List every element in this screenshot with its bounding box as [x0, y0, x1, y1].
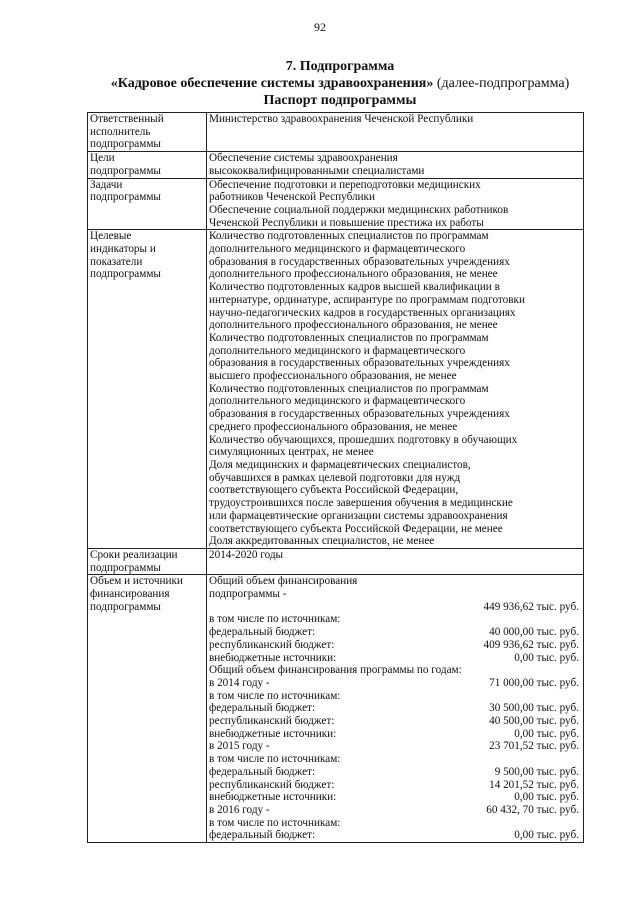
- row-value-line: Количество обучающихся, прошедших подготовку в обучающих: [209, 433, 518, 446]
- finance-line-text: федеральный бюджет:: [209, 765, 316, 778]
- finance-label-cell: [88, 575, 207, 843]
- finance-line-amount: 0,00 тыс. руб.: [514, 829, 579, 842]
- finance-line-text: федеральный бюджет:: [209, 626, 316, 639]
- finance-line: [209, 664, 581, 677]
- finance-line-text: в том числе по источникам:: [209, 816, 341, 829]
- finance-line-amount: 0,00 тыс. руб.: [514, 791, 579, 804]
- finance-line-text: Общий объем финансирования программы по годам:: [209, 664, 462, 677]
- finance-line: [209, 804, 581, 817]
- row-value-line: Количество подготовленных специалистов по программам: [209, 382, 489, 395]
- row-label-line: исполнитель: [90, 125, 151, 138]
- table-row: [88, 152, 584, 178]
- passport-title: Паспорт подпрограммы: [263, 93, 417, 108]
- finance-line: [209, 829, 581, 842]
- finance-line-amount: 9 500,00 тыс. руб.: [494, 765, 579, 778]
- finance-line-text: внебюджетные источники:: [209, 651, 337, 664]
- table-row: [88, 178, 584, 230]
- row-label-line: Сроки реализации: [90, 548, 178, 561]
- finance-value-cell: [207, 575, 584, 843]
- finance-line-text: в том числе по источникам:: [209, 753, 341, 766]
- finance-line: [209, 690, 581, 703]
- finance-line: [209, 626, 581, 639]
- finance-line-amount: 60 432, 70 тыс. руб.: [486, 803, 579, 816]
- finance-line-amount: 409 936,62 тыс. руб.: [483, 638, 579, 651]
- finance-line: [209, 740, 581, 753]
- row-value-line: Обеспечение социальной поддержки медицинских работников: [209, 203, 509, 216]
- page-number: 92: [314, 20, 326, 34]
- finance-line-text: федеральный бюджет:: [209, 829, 316, 842]
- finance-line-text: в 2014 году -: [209, 676, 270, 689]
- finance-line-text: в 2016 году -: [209, 803, 270, 816]
- finance-line: [209, 715, 581, 728]
- passport-table: [87, 112, 584, 843]
- table-row: [88, 113, 584, 152]
- finance-label-line: подпрограммы: [90, 600, 161, 613]
- row-value-line: Доля медицинских и фармацевтических специалистов,: [209, 458, 471, 471]
- finance-line: [209, 817, 581, 830]
- row-value-line: соответствующего субъекта Российской Федерации, не менее: [209, 522, 503, 535]
- finance-line: [209, 728, 581, 741]
- row-label-line: показатели: [90, 255, 143, 268]
- row-value-line: дополнительного медицинского и фармацевтического: [209, 344, 466, 357]
- subprogram-number-title: 7. Подпрограмма: [285, 59, 395, 74]
- finance-line-text: республиканский бюджет:: [209, 778, 335, 791]
- finance-line-text: внебюджетные источники:: [209, 727, 337, 740]
- heading: [60, 58, 620, 109]
- finance-line: [209, 791, 581, 804]
- table-row: [88, 230, 584, 549]
- row-value-line: дополнительного медицинского и фармацевтического: [209, 395, 466, 408]
- finance-line: [209, 766, 581, 779]
- row-label-line: подпрограммы: [90, 191, 161, 204]
- finance-line-amount: 0,00 тыс. руб.: [514, 651, 579, 664]
- row-label-line: подпрограммы: [90, 138, 161, 151]
- row-value-line: научно-педагогических кадров в государственных организациях: [209, 306, 516, 319]
- finance-line-text: республиканский бюджет:: [209, 715, 335, 728]
- row-value-line: Министерство здравоохранения Чеченской Республики: [209, 113, 474, 125]
- subprogram-name-suffix: (далее-подпрограмма): [433, 76, 570, 91]
- row-label-line: Задачи: [90, 178, 123, 191]
- finance-intro-line: Общий объем финансирования: [209, 575, 358, 588]
- finance-line-amount: [579, 664, 581, 677]
- passport-table-body: [88, 113, 584, 843]
- row-label-cell: [88, 548, 207, 574]
- row-value-line: дополнительного медицинского и фармацевтического: [209, 243, 466, 256]
- row-value-line: Количество подготовленных кадров высшей квалификации в: [209, 281, 500, 294]
- row-label-cell: [88, 113, 207, 152]
- row-value-line: симуляционных центрах, не менее: [209, 446, 374, 459]
- finance-line: [209, 753, 581, 766]
- row-value-line: работников Чеченской Республики: [209, 191, 375, 204]
- row-value-line: Количество подготовленных специалистов по программам: [209, 230, 489, 243]
- row-value-line: Чеченской Республики и повышение престижа их работы: [209, 216, 484, 229]
- row-value-line: интернатуре, ординатуре, аспирантуре по программам подготовки: [209, 293, 525, 306]
- finance-line-amount: [579, 613, 581, 626]
- row-label-cell: [88, 152, 207, 178]
- finance-line: [209, 652, 581, 665]
- finance-intro-line: подпрограммы -: [209, 588, 287, 601]
- finance-line-amount: [579, 753, 581, 766]
- row-value-line: Обеспечение подготовки и переподготовки медицинских: [209, 178, 481, 191]
- finance-line: [209, 702, 581, 715]
- row-value-line: образования в государственных образовательных учреждениях: [209, 255, 510, 268]
- row-value-line: Количество подготовленных специалистов по программам: [209, 331, 489, 344]
- finance-line: [209, 613, 581, 626]
- row-value-line: или фармацевтические организации системы здравоохранения: [209, 509, 508, 522]
- row-value-line: образования в государственных образовательных учреждениях: [209, 357, 510, 370]
- finance-line-text: в том числе по источникам:: [209, 689, 341, 702]
- row-value-line: дополнительного профессионального образования, не менее: [209, 319, 498, 332]
- row-value-cell: [207, 178, 584, 230]
- subprogram-name: «Кадровое обеспечение системы здравоохранения»: [110, 76, 434, 91]
- finance-line-text: в том числе по источникам:: [209, 613, 341, 626]
- row-label-line: подпрограммы: [90, 561, 161, 574]
- finance-line-amount: 0,00 тыс. руб.: [514, 727, 579, 740]
- row-label-line: Ответственный: [90, 113, 164, 125]
- row-label-cell: [88, 178, 207, 230]
- row-label-line: подпрограммы: [90, 268, 161, 281]
- row-value-line: среднего профессионального образования, не менее: [209, 420, 458, 433]
- row-value-cell: [207, 152, 584, 178]
- finance-row: [88, 575, 584, 843]
- finance-line-amount: 30 500,00 тыс. руб.: [489, 702, 579, 715]
- row-value-line: высококвалифицированными специалистами: [209, 164, 425, 177]
- row-value-line: высшего профессионального образования, не менее: [209, 370, 457, 383]
- row-value-cell: [207, 230, 584, 549]
- finance-line: [209, 677, 581, 690]
- finance-label-line: финансирования: [90, 588, 170, 601]
- row-value-line: 2014-2020 годы: [209, 548, 284, 561]
- finance-line-text: внебюджетные источники:: [209, 791, 337, 804]
- row-label-line: Цели: [90, 152, 115, 165]
- table-row: [88, 548, 584, 574]
- finance-line-amount: [579, 817, 581, 830]
- row-label-cell: [88, 230, 207, 549]
- subprogram-name-line: [60, 75, 620, 92]
- row-label-line: подпрограммы: [90, 164, 161, 177]
- finance-line-amount: 40 000,00 тыс. руб.: [489, 626, 579, 639]
- row-value-line: обучавшихся в рамках целевой подготовки для нужд: [209, 471, 461, 484]
- finance-line-text: республиканский бюджет:: [209, 638, 335, 651]
- row-value-line: Доля аккредитованных специалистов, не менее: [209, 535, 435, 548]
- row-value-cell: [207, 113, 584, 152]
- row-value-line: образования в государственных образовательных учреждениях: [209, 408, 510, 421]
- finance-label-line: Объем и источники: [90, 575, 183, 588]
- finance-line-amount: [579, 690, 581, 703]
- finance-line-amount: 40 500,00 тыс. руб.: [489, 715, 579, 728]
- finance-line: [209, 639, 581, 652]
- finance-line-text: федеральный бюджет:: [209, 702, 316, 715]
- finance-line-amount: 71 000,00 тыс. руб.: [489, 676, 579, 689]
- finance-line: [209, 779, 581, 792]
- row-label-line: индикаторы и: [90, 243, 156, 256]
- row-value-line: дополнительного профессионального образования, не менее: [209, 268, 498, 281]
- finance-line-text: в 2015 году -: [209, 740, 270, 753]
- row-value-line: трудоустроившихся после завершения обучения в медицинские: [209, 497, 513, 510]
- row-value-line: соответствующего субъекта Российской Федерации,: [209, 484, 459, 497]
- row-value-line: Обеспечение системы здравоохранения: [209, 152, 398, 165]
- finance-line-amount: 14 201,52 тыс. руб.: [489, 778, 579, 791]
- finance-total-amount: 449 936,62 тыс. руб.: [483, 600, 579, 613]
- row-label-line: Целевые: [90, 230, 132, 243]
- row-value-cell: [207, 548, 584, 574]
- finance-line-amount: 23 701,52 тыс. руб.: [489, 740, 579, 753]
